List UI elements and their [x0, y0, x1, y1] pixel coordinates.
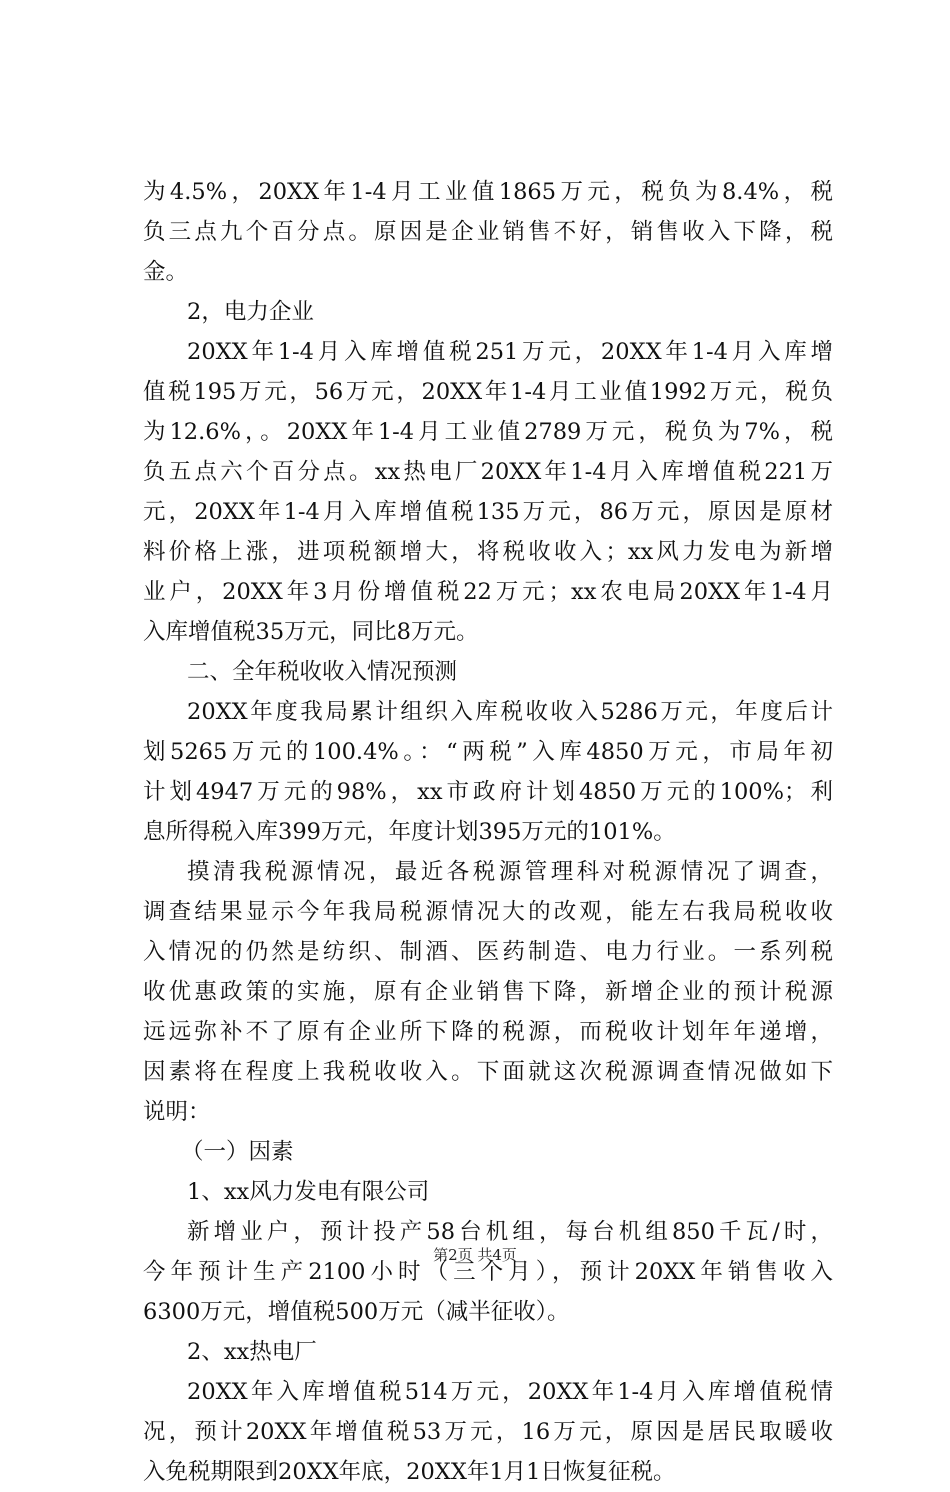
text-line: 20XX年1-4月入库增值税251万元，20XX年1-4月入库增: [187, 339, 833, 365]
text-line: 负三点九个百分点。原因是企业销售不好，销售收入下降，税: [143, 219, 833, 245]
text-line: 调查结果显示今年我局税源情况大的改观，能左右我局税收收: [143, 899, 833, 925]
text-line: 远远弥补不了原有企业所下降的税源，而税收计划年年递增，: [143, 1019, 833, 1045]
text-line: 入库增值税35万元，同比8万元。: [143, 619, 479, 645]
text-line: 值税195万元，56万元，20XX年1-4月工业值1992万元，税负: [143, 379, 833, 405]
text-line: 况，预计20XX年增值税53万元，16万元，原因是居民取暖收: [143, 1419, 833, 1445]
page-number-footer: 第2页 共4页: [433, 1246, 517, 1264]
text-line: 今年预计生产2100小时（三个月），预计20XX年销售收入: [143, 1259, 833, 1285]
text-line: 6300万元，增值税500万元（减半征收）。: [143, 1299, 570, 1325]
document-body: [143, 172, 833, 1492]
text-line: 金。: [143, 259, 189, 285]
section-heading: 1、xx风力发电有限公司: [187, 1179, 430, 1205]
text-line: 收优惠政策的实施，原有企业销售下降，新增企业的预计税源: [143, 979, 833, 1005]
text-line: 新增业户，预计投产58台机组，每台机组850千瓦/时，: [187, 1219, 833, 1245]
section-heading: （一）因素: [181, 1139, 294, 1165]
text-line: 入免税期限到20XX年底，20XX年1月1日恢复征税。: [143, 1459, 676, 1485]
text-line: 因素将在程度上我税收收入。下面就这次税源调查情况做如下: [143, 1059, 833, 1085]
text-line: 息所得税入库399万元，年度计划395万元的101%。: [143, 819, 676, 845]
text-line: 业户，20XX年3月份增值税22万元；xx农电局20XX年1-4月: [143, 579, 833, 605]
text-line: 负五点六个百分点。xx热电厂20XX年1-4月入库增值税221万: [143, 459, 833, 485]
section-heading: 二、全年税收收入情况预测: [187, 659, 458, 685]
text-line: 入情况的仍然是纺织、制酒、医药制造、电力行业。一系列税: [143, 939, 833, 965]
section-heading: 2、xx热电厂: [187, 1339, 317, 1365]
text-line: 为12.6%，。20XX年1-4月工业值2789万元，税负为7%，税: [143, 419, 833, 445]
text-line: 元，20XX年1-4月入库增值税135万元，86万元，原因是原材: [143, 499, 833, 525]
text-line: 摸清我税源情况，最近各税源管理科对税源情况了调查，: [187, 859, 833, 885]
text-line: 20XX年入库增值税514万元，20XX年1-4月入库增值税情: [187, 1379, 833, 1405]
text-line: 计划4947万元的98%，xx市政府计划4850万元的100%；利: [143, 779, 833, 805]
text-line: 20XX年度我局累计组织入库税收收入5286万元，年度后计: [187, 699, 833, 725]
text-line: 为4.5%，20XX年1-4月工业值1865万元，税负为8.4%，税: [143, 179, 833, 205]
text-line: 料价格上涨，进项税额增大，将税收收入；xx风力发电为新增: [143, 539, 833, 565]
section-heading: 2，电力企业: [187, 299, 314, 325]
text-line: 划5265万元的100.4%。：“两税”入库4850万元，市局年初: [143, 739, 833, 765]
text-line: 说明：: [143, 1099, 211, 1125]
